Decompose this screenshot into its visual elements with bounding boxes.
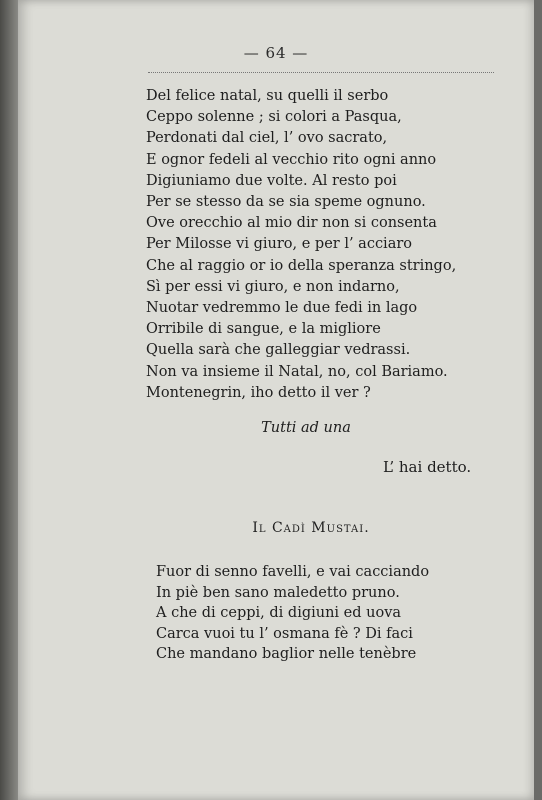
header-rule (148, 72, 494, 73)
verse-line: Digiuniamo due volte. Al resto poi (146, 172, 397, 189)
verse-line: E ognor fedeli al vecchio rito ogni anno (146, 151, 437, 168)
speaker-heading-cadi: Il Cadì Mustai. (252, 520, 370, 536)
verse-block-1 (146, 86, 456, 404)
verse-line: Orribile di sangue, e la migliore (146, 321, 381, 338)
book-spine-shadow (0, 0, 18, 800)
verse-line: Per se stesso da se sia speme ognuno. (146, 194, 426, 211)
verse-line: Ove orecchio al mio dir non si consenta (146, 215, 437, 232)
page-number: — 64 — (243, 44, 309, 62)
verse-line: A che di ceppi, di digiuni ed uova (156, 605, 402, 621)
verse-line: Non va insieme il Natal, no, col Bariamo. (146, 363, 448, 380)
verse-line: Fuor di senno favelli, e vai cacciando (156, 564, 430, 580)
verse-block-2 (156, 562, 429, 665)
verse-line: Che al raggio or io della speranza stringo, (146, 257, 457, 274)
verse-line: Ceppo solenne ; si colori a Pasqua, (146, 109, 402, 126)
verse-line: Nuotar vedremmo le due fedi in lago (146, 300, 418, 317)
speaker-heading-chorus: Tutti ad una (261, 420, 351, 436)
verse-line: Montenegrin, iho detto il ver ? (146, 384, 371, 401)
book-page (18, 0, 534, 800)
verse-line: Perdonati dal ciel, l’ ovo sacrato, (146, 130, 388, 147)
verse-line: Carca vuoi tu l’ osmana fè ? Di faci (156, 625, 413, 642)
chorus-reply: L’ hai detto. (383, 458, 472, 476)
verse-line: Sì per essi vi giuro, e non indarno, (146, 278, 400, 295)
verse-line: Che mandano baglior nelle tenèbre (156, 646, 417, 662)
verse-line: Del felice natal, su quelli il serbo (146, 88, 389, 104)
verse-line: Quella sarà che galleggiar vedrassi. (146, 342, 411, 359)
verse-line: In piè ben sano maledetto pruno. (156, 584, 400, 601)
verse-line: Per Milosse vi giuro, e per l’ acciaro (146, 236, 413, 253)
